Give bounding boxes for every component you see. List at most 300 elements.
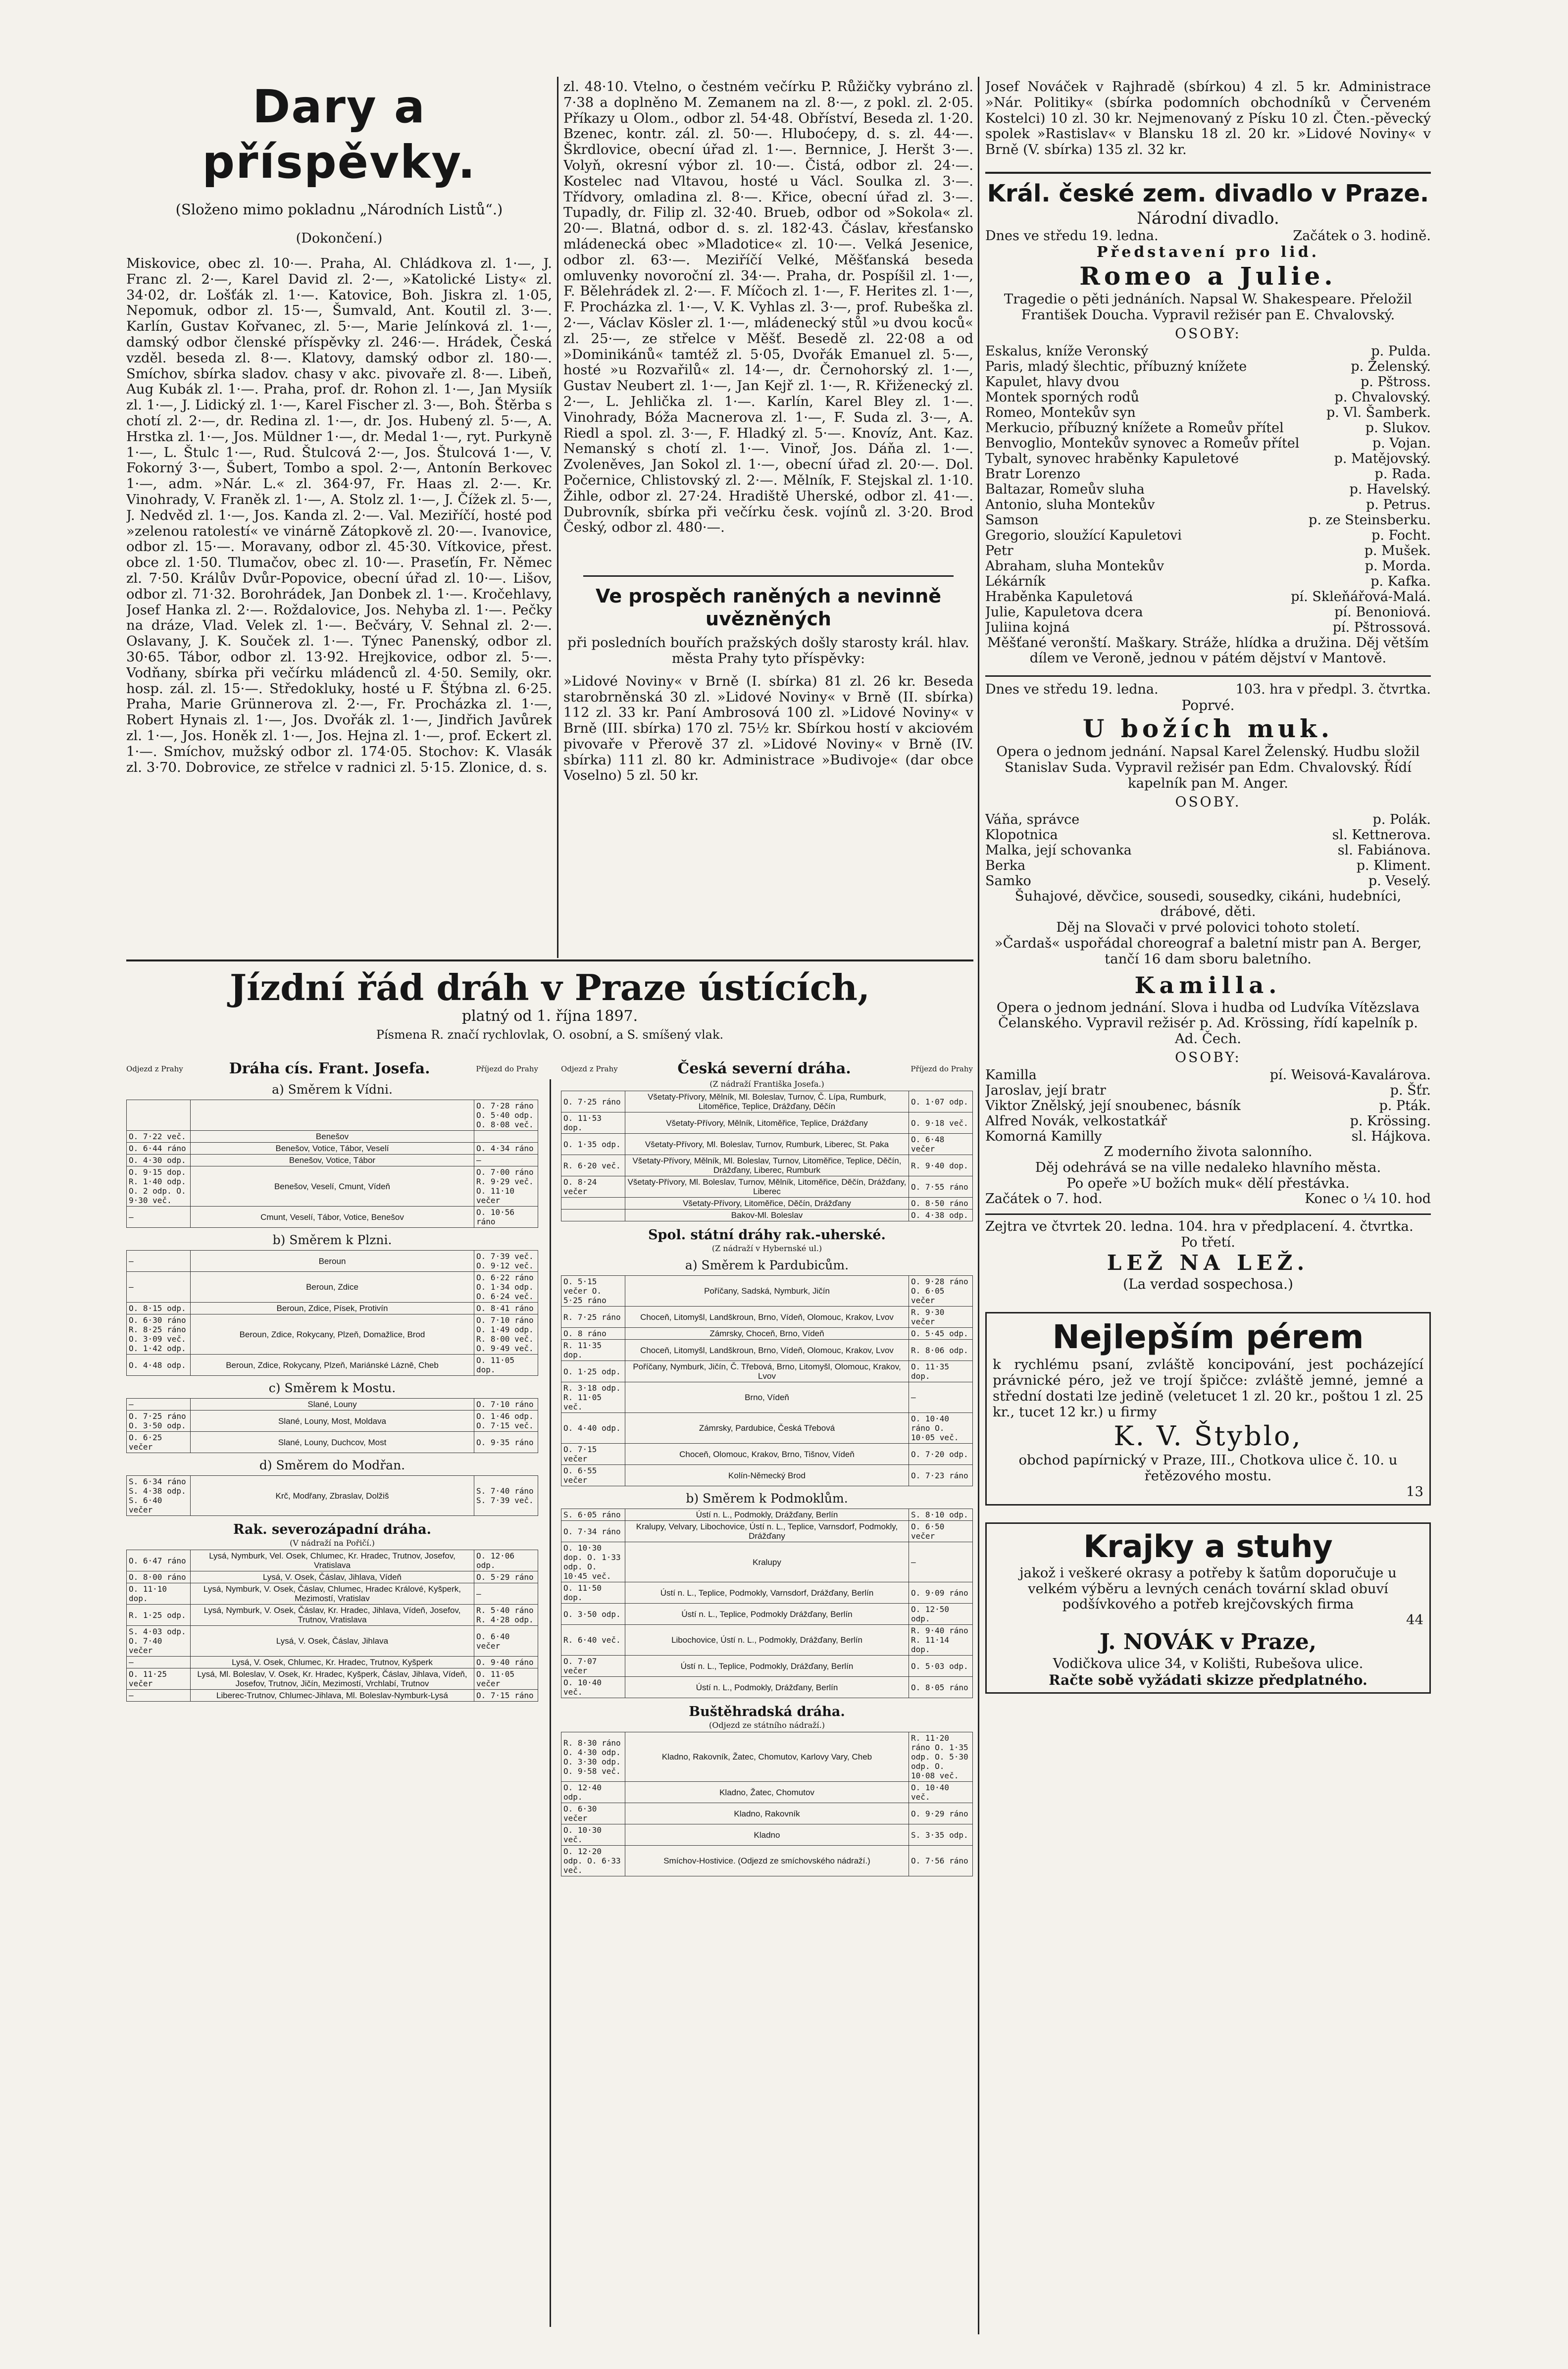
rail-subtitle: (Z nádraží Františka Josefa.)	[709, 1079, 824, 1089]
section-title: b) Směrem k Podmoklům.	[686, 1491, 848, 1506]
arrival-cell: O. 1·46 odp. O. 7·15 več.	[474, 1411, 538, 1432]
route-cell: Zámrsky, Choceň, Brno, Vídeň	[625, 1328, 909, 1340]
departure-cell: O. 8·24 večer	[561, 1176, 625, 1198]
route-cell: Všetaty-Přívory, Ml. Boleslav, Turnov, Mělník, Litoměřice, Děčín, Drážďany, Liberec	[625, 1176, 909, 1198]
actor-name: p. Chvalovský.	[1334, 389, 1431, 405]
arrival-cell: O. 6·48 večer	[909, 1134, 973, 1155]
donations-column	[126, 79, 552, 956]
departure-cell: O. 4·48 odp.	[127, 1355, 191, 1376]
role-name: Berka	[985, 857, 1026, 873]
actor-name: sl. Kettnerova.	[1332, 827, 1431, 843]
show1-cast-label: OSOBY:	[1175, 325, 1241, 342]
separator	[985, 172, 1431, 174]
actor-name: p. Vojan.	[1372, 435, 1431, 451]
arrival-cell: O. 7·15 ráno	[474, 1690, 538, 1702]
role-name: Eskalus, kníže Veronský	[985, 343, 1149, 359]
rail-name: Dráha cís. Frant. Josefa.	[229, 1060, 430, 1077]
separator	[985, 1213, 1431, 1215]
departure-cell: —	[127, 1657, 191, 1668]
departure-cell: R. 6·40 več.	[561, 1625, 625, 1656]
timetable-top-rule	[126, 959, 973, 961]
departure-cell: O. 8 ráno	[561, 1328, 625, 1340]
arrival-cell: O. 9·09 ráno	[909, 1582, 973, 1604]
arrival-label: Příjezd do Prahy	[910, 1064, 973, 1073]
departure-cell: R. 6·20 več.	[561, 1155, 625, 1176]
table-row	[561, 1625, 973, 1656]
ad-pens-firm: K. V. Štyblo,	[1113, 1420, 1303, 1452]
tomorrow-subtitle: (La verdad sospechosa.)	[1123, 1276, 1293, 1293]
ad-laces-note: Račte sobě vyžádati skizze předplatného.	[1049, 1671, 1367, 1688]
departure-cell: S. 6·05 ráno	[561, 1509, 625, 1521]
cast-row	[985, 436, 1431, 451]
table-bustehrad	[561, 1732, 973, 1876]
route-cell: Ústí n. L., Teplice, Podmokly, Varnsdorf, Drážďany, Berlín	[625, 1582, 909, 1604]
route-cell: Všetaty-Přívory, Litoměřice, Děčín, Drážďany	[625, 1198, 909, 1210]
route-cell: Ústí n. L., Podmokly, Drážďany, Berlín	[625, 1677, 909, 1698]
rail-subtitle: (Odjezd ze státního nádraží.)	[709, 1720, 825, 1730]
cast-row	[985, 344, 1431, 359]
table-row	[127, 1272, 538, 1303]
arrival-cell: O. 4·34 ráno	[474, 1143, 538, 1155]
arrival-cell: O. 11·05 dop.	[474, 1355, 538, 1376]
cast-row	[985, 812, 1431, 827]
route-cell: Libochovice, Ústí n. L., Podmokly, Drážďany, Berlín	[625, 1625, 909, 1656]
table-row	[127, 1155, 538, 1166]
arrival-cell: O. 6·50 večer	[909, 1521, 973, 1542]
arrival-cell	[474, 1131, 538, 1143]
table-row	[561, 1656, 973, 1677]
cast-row	[985, 359, 1431, 374]
route-cell: Slané, Louny, Most, Moldava	[191, 1411, 474, 1432]
arrival-cell: O. 5·29 ráno	[474, 1571, 538, 1583]
table-row	[127, 1207, 538, 1228]
departure-cell: O. 6·55 večer	[561, 1465, 625, 1486]
departure-cell: O. 7·34 ráno	[561, 1521, 625, 1542]
departure-cell: O. 4·30 odp.	[127, 1155, 191, 1166]
arrival-cell: S. 7·40 ráno S. 7·39 več.	[474, 1476, 538, 1516]
cast-row	[985, 873, 1431, 889]
role-name: Merkucio, příbuzný knížete a Romeův přítel	[985, 420, 1284, 436]
arrival-cell: O. 9·35 ráno	[474, 1432, 538, 1453]
rail-name: Buštěhradská dráha.	[689, 1704, 845, 1719]
route-cell: Choceň, Litomyšl, Landškroun, Brno, Vídeň, Olomouc, Krakov, Lvov	[625, 1340, 909, 1361]
role-name: Juliina kojná	[985, 619, 1070, 635]
cast-row	[985, 558, 1431, 574]
table-row	[561, 1465, 973, 1486]
departure-cell	[127, 1100, 191, 1131]
departure-cell: R. 3·18 odp. R. 11·05 več.	[561, 1382, 625, 1413]
table-row	[561, 1444, 973, 1465]
arrival-cell: —	[474, 1583, 538, 1605]
departure-cell: O. 6·25 večer	[127, 1432, 191, 1453]
departure-cell: O. 5·15 večer O. 5·25 ráno	[561, 1276, 625, 1307]
ad-pens	[985, 1312, 1431, 1506]
donations-title: Dary a příspěvky.	[202, 80, 476, 189]
table-row	[127, 1668, 538, 1690]
actor-name: p. Veselý.	[1368, 873, 1431, 889]
table-row	[127, 1303, 538, 1314]
relief-continuation: Josef Nováček v Rajhradě (sbírkou) 4 zl. 5 kr. Administrace »Nár. Politiky« (sbírka podomních obchodníků v Červeném Kostelci) 10 zl. 30 kr. Nejmenovaný z Písku 10 zl. Čten.-pěvecký spolek »Rastislav« v Blansku 18 zl. 20 kr. »Lidové Noviny« v Brně (V. sbírka) 135 zl. 32 kr.	[985, 79, 1431, 158]
section-title: a) Směrem k Vídni.	[272, 1082, 393, 1097]
timetable-header	[126, 968, 973, 1042]
departure-cell: O. 8·00 ráno	[127, 1571, 191, 1583]
departure-cell: O. 11·50 dop.	[561, 1582, 625, 1604]
arrival-cell: O. 7·28 ráno O. 5·40 odp. O. 8·08 več.	[474, 1100, 538, 1131]
show2-title: U božích muk.	[1082, 714, 1334, 744]
departure-cell: O. 1·25 odp.	[561, 1361, 625, 1382]
route-cell: Beroun, Zdice	[191, 1272, 474, 1303]
actor-name: p. Polák.	[1372, 811, 1431, 827]
separator	[985, 675, 1431, 677]
tomorrow-line: Zejtra ve čtvrtek 20. ledna. 104. hra v předplacení. 4. čtvrtka.	[985, 1218, 1414, 1235]
show3-times: Začátek o 7. hod. Konec o ¼ 10. hod	[985, 1191, 1431, 1207]
table-row	[561, 1340, 973, 1361]
departure-cell: O. 10·30 dop. O. 1·33 odp. O. 10·45 več.	[561, 1542, 625, 1582]
departure-cell: —	[127, 1251, 191, 1272]
ad-laces	[985, 1522, 1431, 1694]
departure-cell: O. 12·20 odp. O. 6·33 več.	[561, 1846, 625, 1876]
table-row	[561, 1509, 973, 1521]
cast-row	[985, 374, 1431, 390]
arrival-cell: O. 12·06 odp.	[474, 1550, 538, 1571]
show3-title: Kamilla.	[1134, 971, 1282, 999]
ad-pens-text: k rychlému psaní, zvláště koncipování, jest pocházející právnické péro, jež ve trojí špičce: zvláště jemné, jemné a střední dostati lze jedině (veletucet 1 zl. 20 kr., poštou 1 zl. 25 kr., tucet 12 kr.) u firmy	[993, 1357, 1423, 1420]
table-row	[561, 1155, 973, 1176]
route-cell: Všetaty-Přívory, Mělník, Litoměřice, Teplice, Drážďany	[625, 1112, 909, 1134]
table-row	[561, 1307, 973, 1328]
arrival-cell: O. 7·55 ráno	[909, 1176, 973, 1198]
table-row	[127, 1251, 538, 1272]
cast-row	[985, 1083, 1431, 1098]
cast-row	[985, 589, 1431, 605]
table-row	[561, 1382, 973, 1413]
arrival-cell: O. 8·05 ráno	[909, 1677, 973, 1698]
departure-cell: —	[127, 1690, 191, 1702]
departure-cell: O. 9·15 dop. R. 1·40 odp. O. 2 odp. O. 9·30 več.	[127, 1166, 191, 1207]
route-cell: Zámrsky, Pardubice, Česká Třebová	[625, 1413, 909, 1444]
timetable-right	[561, 1057, 973, 1876]
arrival-cell: O. 7·39 več. O. 9·12 več.	[474, 1251, 538, 1272]
donations-subtitle: (Složeno mimo pokladnu „Národních Listů“.)	[175, 201, 503, 218]
departure-cell: O. 3·50 odp.	[561, 1604, 625, 1625]
show3-note1: Z moderního života salonního.	[1104, 1143, 1313, 1159]
role-name: Baltazar, Romeův sluha	[985, 481, 1145, 497]
route-cell: Beroun, Zdice, Rokycany, Plzeň, Mariánské Lázně, Cheb	[191, 1355, 474, 1376]
departure-cell: —	[127, 1272, 191, 1303]
theatre-column	[985, 79, 1431, 2327]
route-cell: Choceň, Litomyšl, Landškroun, Brno, Vídeň, Olomouc, Krakov, Lvov	[625, 1307, 909, 1328]
actor-name: p. Pulda.	[1371, 343, 1431, 359]
departure-cell: O. 6·44 ráno	[127, 1143, 191, 1155]
arrival-cell: O. 10·40 več.	[909, 1782, 973, 1803]
route-cell: Liberec-Trutnov, Chlumec-Jihlava, Ml. Boleslav-Nymburk-Lysá	[191, 1690, 474, 1702]
cast-row	[985, 451, 1431, 466]
ad-laces-firm: J. NOVÁK v Praze,	[1099, 1629, 1317, 1655]
rail-subtitle: (V nádraží na Pořičí.)	[290, 1538, 375, 1548]
show2-note1: Šuhajové, děvčice, sousedi, sousedky, cikáni, hudebníci, drábové, děti.	[1014, 888, 1402, 920]
table-north	[561, 1091, 973, 1221]
role-name: Alfred Novák, velkostatkář	[985, 1113, 1167, 1129]
arrival-cell: S. 8·10 odp.	[909, 1509, 973, 1521]
route-cell: Kolín-Německý Brod	[625, 1465, 909, 1486]
table-row	[127, 1166, 538, 1207]
arrival-cell: O. 10·56 ráno	[474, 1207, 538, 1228]
show2-desc: Opera o jednom jednání. Napsal Karel Želenský. Hudbu složil Stanislav Suda. Vypravil režisér pan Edm. Chvalovský. Řídí kapelník pan M. Anger.	[996, 744, 1420, 791]
table-row	[127, 1411, 538, 1432]
table-row	[561, 1091, 973, 1112]
route-cell: Beroun	[191, 1251, 474, 1272]
cast-row	[985, 620, 1431, 635]
role-name: Romeo, Montekův syn	[985, 404, 1136, 420]
arrival-cell: R. 8·06 odp.	[909, 1340, 973, 1361]
table-row	[561, 1328, 973, 1340]
route-cell: Benešov, Veselí, Cmunt, Vídeň	[191, 1166, 474, 1207]
arrival-cell: R. 5·40 ráno R. 4·28 odp.	[474, 1605, 538, 1626]
table-modrany	[126, 1475, 538, 1516]
table-row	[561, 1582, 973, 1604]
table-row	[561, 1803, 973, 1824]
column-divider	[557, 77, 558, 958]
cast-row	[985, 405, 1431, 420]
ad-pens-title: Nejlepším pérem	[1052, 1318, 1364, 1357]
show2-note3: »Čardaš« uspořádal choreograf a baletní mistr pan A. Berger, tančí 16 dam sboru baletního.	[994, 935, 1422, 967]
rail-name: Spol. státní dráhy rak.-uherské.	[648, 1227, 886, 1243]
table-row	[561, 1198, 973, 1210]
route-cell: Lysá, V. Osek, Chlumec, Kr. Hradec, Trutnov, Kyšperk	[191, 1657, 474, 1668]
role-name: Gregorio, sloužící Kapuletovi	[985, 527, 1182, 543]
table-row	[561, 1677, 973, 1698]
ad-laces-number: 44	[1406, 1612, 1423, 1628]
table-row	[561, 1134, 973, 1155]
table-row	[561, 1361, 973, 1382]
arrival-cell: O. 9·28 ráno O. 6·05 večer	[909, 1276, 973, 1307]
table-row	[561, 1521, 973, 1542]
show1-title: Romeo a Julie.	[1079, 261, 1337, 291]
arrival-cell: O. 5·45 odp.	[909, 1328, 973, 1340]
cast-row	[985, 512, 1431, 528]
actor-name: p. Pštross.	[1360, 374, 1431, 390]
section-title: a) Směrem k Pardubicům.	[685, 1258, 849, 1272]
role-name: Petr	[985, 543, 1013, 558]
table-row	[127, 1100, 538, 1131]
arrival-cell: O. 7·00 ráno R. 9·29 več. O. 11·10 večer	[474, 1166, 538, 1207]
table-row	[127, 1476, 538, 1516]
departure-cell: O. 7·07 večer	[561, 1656, 625, 1677]
cast-row	[985, 605, 1431, 620]
route-cell: Kladno, Rakovník	[625, 1803, 909, 1824]
arrival-cell: R. 9·40 dop.	[909, 1155, 973, 1176]
departure-cell: O. 10·40 več.	[561, 1677, 625, 1698]
departure-cell: O. 7·25 ráno	[561, 1091, 625, 1112]
role-name: Váňa, správce	[985, 811, 1080, 827]
departure-cell: O. 6·30 ráno R. 8·25 ráno O. 3·09 več. O. 1·42 odp.	[127, 1314, 191, 1355]
route-cell: Benešov	[191, 1131, 474, 1143]
route-cell: Lysá, V. Osek, Čáslav, Jihlava, Vídeň	[191, 1571, 474, 1583]
departure-cell: O. 7·22 več.	[127, 1131, 191, 1143]
route-cell: Všetaty-Přívory, Mělník, Ml. Boleslav, Turnov, Litoměřice, Teplice, Děčín, Drážďany, Liberec, Rumburk	[625, 1155, 909, 1176]
actor-name: p. Havelský.	[1349, 481, 1431, 497]
table-row	[127, 1583, 538, 1605]
role-name: Benvoglio, Montekův synovec a Romeův přítel	[985, 435, 1300, 451]
route-cell: Lysá, Nymburk, Vel. Osek, Chlumec, Kr. Hradec, Trutnov, Josefov, Vratislava	[191, 1550, 474, 1571]
cast-row	[985, 1098, 1431, 1113]
route-cell: Poříčany, Nymburk, Jičín, Č. Třebová, Brno, Litomyšl, Olomouc, Krakov, Lvov	[625, 1361, 909, 1382]
role-name: Jaroslav, její bratr	[985, 1082, 1106, 1098]
table-row	[561, 1824, 973, 1846]
table-row	[127, 1399, 538, 1411]
role-name: Kapulet, hlavy dvou	[985, 374, 1119, 390]
route-cell: Kladno	[625, 1824, 909, 1846]
table-podmokly	[561, 1509, 973, 1698]
role-name: Samson	[985, 512, 1039, 528]
departure-cell: O. 7·15 večer	[561, 1444, 625, 1465]
table-row	[127, 1143, 538, 1155]
route-cell: Lysá, Nymburk, V. Osek, Čáslav, Chlumec, Hradec Králové, Kyšperk, Mezimostí, Vratislav	[191, 1583, 474, 1605]
show1-head: Dnes ve středu 19. ledna. Začátek o 3. hodině.	[985, 228, 1431, 244]
relief-text: »Lidové Noviny« v Brně (I. sbírka) 81 zl. 26 kr. Beseda starobrněnská 30 zl. »Lidové Noviny« v Brně (II. sbírka) 112 zl. 33 kr. Paní Ambrosová 100 zl. »Lidové Noviny« v Brně (III. sbírka) 170 zl. 75½ kr. Sbírkou hostí v akciovém pivovaře v Přerově 37 zl. »Lidové Noviny« v Brně (IV. sbírka) 111 zl. 80 kr. Administrace »Budivoje« (dar obce Voselno) 5 zl. 50 kr.	[563, 673, 973, 784]
arrival-cell: O. 7·20 odp.	[909, 1444, 973, 1465]
relief-title: Ve prospěch raněných a nevinně uvězněných	[596, 585, 941, 630]
column-divider	[978, 77, 979, 2334]
table-row	[561, 1782, 973, 1803]
departure-cell: O. 11·53 dop.	[561, 1112, 625, 1134]
cast-row	[985, 843, 1431, 858]
timetable-left	[126, 1057, 538, 1702]
role-name: Klopotnica	[985, 827, 1058, 843]
route-cell: Lysá, V. Osek, Čáslav, Jihlava	[191, 1626, 474, 1657]
arrival-cell: O. 5·03 odp.	[909, 1656, 973, 1677]
departure-cell: O. 10·30 več.	[561, 1824, 625, 1846]
theatre-subtitle: Národní divadlo.	[1137, 208, 1279, 228]
table-pardubice	[561, 1275, 973, 1486]
role-name: Samko	[985, 873, 1031, 889]
arrival-cell: O. 6·40 večer	[474, 1626, 538, 1657]
table-row	[561, 1176, 973, 1198]
route-cell: Kralupy	[625, 1542, 909, 1582]
show2-cast	[985, 812, 1431, 889]
arrival-cell: R. 9·30 večer	[909, 1307, 973, 1328]
departure-cell: O. 4·40 odp.	[561, 1413, 625, 1444]
table-row	[561, 1542, 973, 1582]
departure-cell: R. 8·30 ráno O. 4·30 odp. O. 3·30 odp. O. 9·58 več.	[561, 1732, 625, 1782]
table-row	[127, 1432, 538, 1453]
role-name: Hraběnka Kapuletová	[985, 589, 1133, 605]
table-row	[127, 1314, 538, 1355]
ad-laces-address: Vodičkova ulice 34, v Kolišti, Rubešova ulice.	[1053, 1655, 1364, 1671]
arrival-cell: —	[909, 1382, 973, 1413]
arrival-cell: O. 9·40 ráno	[474, 1657, 538, 1668]
route-cell: Slané, Louny, Duchcov, Most	[191, 1432, 474, 1453]
departure-cell: O. 8·15 odp.	[127, 1303, 191, 1314]
show1-desc: Tragedie o pěti jednáních. Napsal W. Shakespeare. Přeložil František Doucha. Vypravil režisér pan E. Chvalovský.	[1004, 291, 1413, 323]
cast-row	[985, 827, 1431, 843]
departure-cell: R. 7·25 ráno	[561, 1307, 625, 1328]
arrival-cell: —	[474, 1155, 538, 1166]
table-most	[126, 1398, 538, 1453]
table-row	[127, 1605, 538, 1626]
cast-row	[985, 858, 1431, 873]
actor-name: p. Rada.	[1374, 466, 1431, 482]
departure-cell: R. 1·25 odp.	[127, 1605, 191, 1626]
actor-name: p. Šťr.	[1390, 1082, 1431, 1098]
show1-kind: Představení pro lid.	[1096, 243, 1320, 261]
actor-name: sl. Fabiánova.	[1337, 842, 1431, 858]
arrival-cell: O. 9·18 več.	[909, 1112, 973, 1134]
role-name: Tybalt, synovec hraběnky Kapuletové	[985, 451, 1239, 466]
departure-cell: O. 12·40 odp.	[561, 1782, 625, 1803]
arrival-label: Příjezd do Prahy	[476, 1064, 538, 1073]
cast-row	[985, 482, 1431, 497]
timetable-left-head	[126, 1060, 538, 1077]
actor-name: pí. Pštrossová.	[1332, 619, 1431, 635]
departure-cell: —	[127, 1399, 191, 1411]
show2-first: Poprvé.	[1181, 697, 1235, 714]
actor-name: p. Petrus.	[1366, 497, 1431, 512]
timetable-legend: Písmena R. značí rychlovlak, O. osobní, a S. smíšený vlak.	[376, 1028, 724, 1042]
arrival-cell: O. 8·50 ráno	[909, 1198, 973, 1210]
show1-note: Měšťané veronští. Maškary. Stráže, hlídka a družina. Děj větším dílem ve Veroně, jednou v pátém dějství v Mantově.	[987, 634, 1429, 666]
table-row	[127, 1657, 538, 1668]
cast-row	[985, 497, 1431, 512]
route-cell: Ústí n. L., Podmokly, Drážďany, Berlín	[625, 1509, 909, 1521]
departure-cell: O. 6·30 večer	[561, 1803, 625, 1824]
actor-name: p. Morda.	[1365, 558, 1431, 574]
table-row	[561, 1604, 973, 1625]
departure-cell	[561, 1210, 625, 1221]
ad-pens-number: 13	[1406, 1483, 1423, 1500]
table-row	[127, 1571, 538, 1583]
table-row	[127, 1690, 538, 1702]
arrival-cell: O. 9·29 ráno	[909, 1803, 973, 1824]
cast-row	[985, 1129, 1431, 1144]
departure-label: Odjezd z Prahy	[126, 1064, 183, 1073]
route-cell: Kralupy, Velvary, Libochovice, Ústí n. L., Teplice, Varnsdorf, Podmokly, Drážďany	[625, 1521, 909, 1542]
table-row	[561, 1732, 973, 1782]
table-row	[561, 1276, 973, 1307]
role-name: Julie, Kapuletova dcera	[985, 604, 1143, 620]
show3-note2: Děj odehrává se na ville nedaleko hlavního města.	[1035, 1159, 1381, 1175]
role-name: Viktor Znělský, její snoubenec, básník	[985, 1098, 1241, 1113]
role-name: Antonio, sluha Montekův	[985, 497, 1155, 512]
route-cell: Všetaty-Přívory, Ml. Boleslav, Turnov, Rumburk, Liberec, St. Paka	[625, 1134, 909, 1155]
table-row	[127, 1131, 538, 1143]
actor-name: p. Kliment.	[1356, 857, 1431, 873]
route-cell: Kladno, Rakovník, Žatec, Chomutov, Karlovy Vary, Cheb	[625, 1732, 909, 1782]
cast-row	[985, 1067, 1431, 1083]
actor-name: p. Želenský.	[1351, 358, 1431, 374]
actor-name: pí. Weisová-Kavalárova.	[1269, 1067, 1431, 1083]
arrival-cell: R. 11·20 ráno O. 1·35 odp. O. 5·30 odp. O. 10·08 več.	[909, 1732, 973, 1782]
cast-row	[985, 466, 1431, 482]
actor-name: p. ze Steinsberku.	[1309, 512, 1431, 528]
donations-text-2: zl. 48·10. Vtelno, o čestném večírku P. Růžičky vybráno zl. 7·38 a doplněno M. Zemanem na zl. 8·—, z pokl. zl. 2·05. Příkazy u Olom., odbor zl. 54·48. Obříství, Beseda zl. 1·20. Bzenec, kontr. zál. zl. 50·—. Hluboćepy, d. s. zl. 44·—. Škrdlovice, obecní úřad zl. 1·—. Bernnice, J. Heršt 3·—. Volyň, okresní výbor zl. 10·—. Čistá, odbor zl. 24·—. Kostelec nad Vltavou, hosté u Václ. Soulka zl. 3·—. Třídvory, omladina zl. 8·—. Křice, obecní úřad zl. 3·—. Tupadly, dr. Filip zl. 32·40. Brueb, odbor od »Sokola« zl. 20·—. Blatná, odbor d. s. zl. 182·43. Čáslav, křesťansko mládenecká obec »Mladotice« zl. 10·—. Velká Jesenice, odbor zl. 63·—. Meziříčí Velké, Měšťanská beseda omluvenky novoroční zl. 34·—. Praha, dr. Pospíšil zl. 1·—, F. Bělehrádek zl. 2·—. F. Míčoch zl. 1·—, F. Herites zl. 1·—, F. Procházka zl. 1·—, V. K. Vyhlas zl. 3·—, prof. Rubeška zl. 2·—, Václav Kösler zl. 1·—, mládenecký stůl »u dvou koců« zl. 25·—, ze střelce v Měšť. Besedě zl. 22·08 a od »Dominikánů« tamtéž zl. 5·05, Dvořák Emanuel zl. 5·—, hosté »u Rozvařilů« zl. 14·—, dr. Černohorský zl. 1·—, Gustav Neubert zl. 1·—, Jan Kejř zl. 1·—, R. Křiženecký zl. 2·—, L. Jehlička zl. 1·—. Karlín, Karel Bley zl. 1·—. Vinohrady, Bóža Macnerova zl. 1·—, F. Suda zl. 3·—, A. Riedl a spol. zl. 3·—, F. Hladký zl. 5·—. Knovíz, Ant. Kaz. Nemanský s chotí zl. 1·—. Vinoř, Jos. Dáňa zl. 1·—. Zvoleněves, Jan Sokol zl. 1·—, obecní úřad zl. 20·—. Dol. Počernice, Chlistovský zl. 2·—. Mělník, F. Stejskal zl. 1·10. Žihle, odbor zl. 27·24. Hradiště Uherské, odbor zl. 41·—. Dubrovník, sbírka při večírku česk. vojínů zl. 3·20. Brod Český, odbor zl. 480·—.	[563, 79, 973, 536]
departure-cell: O. 11·25 večer	[127, 1668, 191, 1690]
route-cell: Ústí n. L., Teplice, Podmokly Drážďany, Berlín	[625, 1604, 909, 1625]
cast-row	[985, 574, 1431, 589]
actor-name: p. Pták.	[1379, 1098, 1431, 1113]
arrival-cell: O. 6·22 ráno O. 1·34 odp. O. 6·24 več.	[474, 1272, 538, 1303]
cast-row	[985, 1113, 1431, 1129]
actor-name: pí. Benoniová.	[1334, 604, 1431, 620]
arrival-cell: O. 7·10 ráno	[474, 1399, 538, 1411]
section-title: c) Směrem k Mostu.	[268, 1381, 396, 1395]
rail-subtitle: (Z nádraží v Hybernské ul.)	[711, 1244, 822, 1253]
show2-cast-label: OSOBY.	[1175, 793, 1241, 810]
tomorrow-title: LEŽ NA LEŽ.	[1107, 1251, 1310, 1275]
role-name: Abraham, sluha Montekův	[985, 558, 1164, 574]
cast-row	[985, 543, 1431, 558]
arrival-cell: R. 9·40 ráno R. 11·14 dop.	[909, 1625, 973, 1656]
